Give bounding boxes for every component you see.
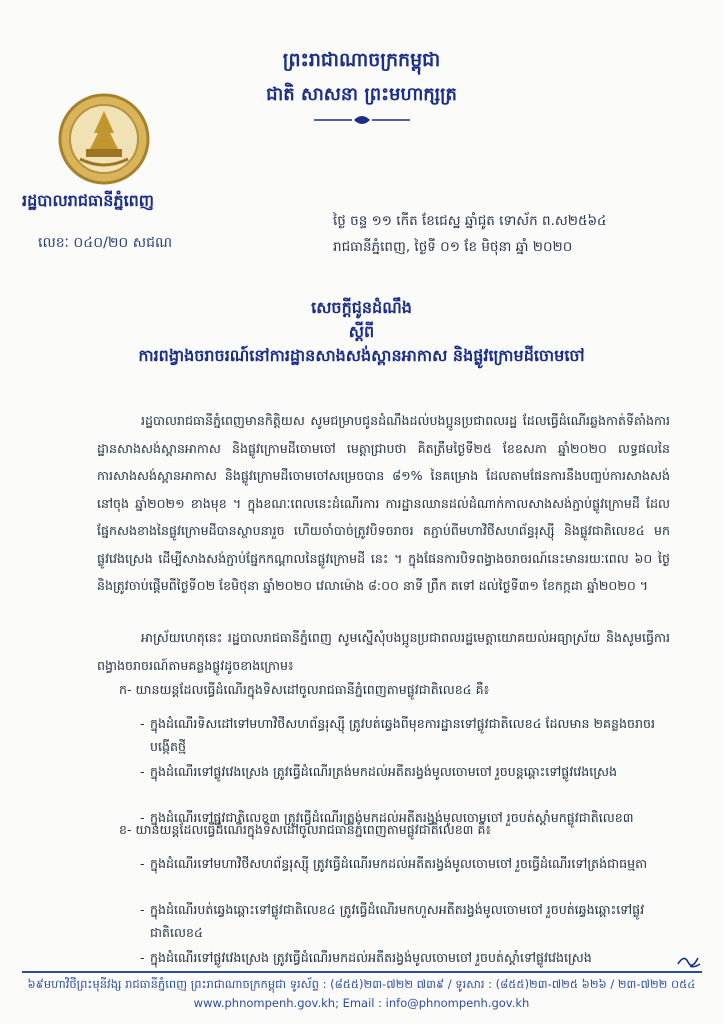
municipal-seal-icon: [58, 93, 150, 185]
lunar-date: ថ្ងៃ ចន្ទ ១១ កើត ខែជេស្ឋ ឆ្នាំជូត ទោស័ក ព.ស២៥៦៤: [333, 213, 607, 229]
initial-signature-icon: [676, 952, 702, 970]
national-motto: ជាតិ សាសនា ព្រះមហាក្សត្រ: [266, 84, 457, 105]
list-item: - ក្នុងដំណើរទៅមហាវិថីសហព័ន្ធរុស្ស៊ី ត្រូវធ្វើដំណើរមកដល់អតីតរង្វង់មូលចោមចៅ រួចធ្វើដំណើរទៅត្រង់ជាធម្មតា: [150, 852, 668, 875]
notice-subject: ការពង្វាងចរាចរណ៍នៅការដ្ឋានសាងសង់ស្ពានអាកាស និងផ្លូវក្រោមដីចោមចៅ: [138, 346, 585, 365]
list-item: - ក្នុងដំណើរទៅផ្លូវវេងស្រេង ត្រូវធ្វើដំណើរមកដល់អតីតរង្វង់មូលចោមចៅ រួចបត់ស្តាំទៅផ្លូវវេងស្រេង: [150, 946, 668, 969]
list-item: - ក្នុងដំណើរបត់ឆ្វេងឆ្ពោះទៅផ្លូវជាតិលេខ៤ ត្រូវធ្វើដំណើរមកហួសអតីតរង្វង់មូលចោមចៅ រួចបត់ឆ្វេងឆ្ពោះទៅផ្លូវជាតិលេខ៤: [150, 898, 668, 944]
section-a-heading: ក- យានយន្តដែលធ្វើដំណើរក្នុងទិសដៅចូលរាជធានីភ្នំពេញតាមផ្លូវជាតិលេខ៤ គឺ៖: [119, 682, 490, 697]
list-item: - ក្នុងដំណើរទិសដៅទៅមហាវិថីសហព័ន្ធរុស្ស៊ី ត្រូវបត់ឆ្វេងពីមុខការដ្ឋានទៅផ្លូវជាតិលេខ៤ ដែលមាន ២គន្លងចរាចរបង្កើតថ្មី: [150, 712, 668, 758]
notice-title: សេចក្តីជូនដំណឹង: [311, 298, 412, 317]
body-paragraph-1: រដ្ឋបាលរាជធានីភ្នំពេញមានកិត្តិយស សូមជម្រាបជូនដំណឹងដល់បងប្អូនប្រជាពលរដ្ឋ ដែលធ្វើដំណើរឆ្លងកាត់ទីតាំងការដ្ឋានសាងសង់ស្ពានអាកាស និងផ្លូវក្រោមដីចោមចៅ មេត្តាជ្រាបថា គិតត្រឹមថ្ងៃទី២៥ ខែឧសភា ឆ្នាំ២០២០ លទ្ធផលនៃការសាងសង់ស្ពានអាកាស និងផ្លូវក្រោមដីចោមចៅសម្រេចបាន ៨១% នៃគម្រោង ដែលតាមផែនការនឹងបញ្ចប់ការសាងសង់នៅចុង ឆ្នាំ២០២១ ខាងមុខ ។ ក្នុងខណៈពេលនេះដំណើរការ ការដ្ឋានឈានដល់ដំណាក់កាលសាងសង់ភ្ជាប់ផ្លូវក្រោមដី ដែលផ្នែកសងខាងនៃផ្លូវក្រោមដីបានស្ថាបនារួច ហើយចាំបាច់ត្រូវបិទចរាចរ តភ្ជាប់ពីមហាវិថីសហព័ន្ធរុស្ស៊ី និងផ្លូវជាតិលេខ៤ មកផ្លូវវេងស្រេង ដើម្បីសាងសង់ភ្ជាប់ផ្នែកកណ្តាលនៃផ្លូវក្រោមដី នេះ ។ ក្នុងផែនការបិទពង្វាងចរាចរណ៍នេះមានរយៈពេល ៦០ ថ្ងៃ និងត្រូវចាប់ផ្តើមពីថ្ងៃទី០២ ខែមិថុនា ឆ្នាំ២០២០ វេលាម៉ោង ៨:០០ នាទី ព្រឹក តទៅ ដល់ថ្ងៃទី៣១ ខែកក្កដា ឆ្នាំ២០២០ ។: [97, 413, 670, 593]
body-paragraph-2: អាស្រ័យហេតុនេះ រដ្ឋបាលរាជធានីភ្នំពេញ សូមស្នើសុំបងប្អូនប្រជាពលរដ្ឋមេត្តាយោគយល់អធ្យាស្រ័យ និងសូមធ្វើការពង្វាងចរាចរណ៍តាមគន្លងផ្លូវដូចខាងក្រោម៖: [97, 630, 670, 673]
solar-date: រាជធានីភ្នំពេញ, ថ្ងៃទី ០១ ខែ មិថុនា ឆ្នាំ ២០២០: [333, 239, 573, 255]
footer-address: ៦៩មហាវិថីព្រះមុនីវង្ស រាជធានីភ្នំពេញ ព្រះរាជាណាចក្រកម្ពុជា ទូរស័ព្ទ : (៨៥៥)២៣-៧២២ ៧៣៩ / ទូរសារ : (៨៥៥)២៣-៧២៥ ៦២៦ / ២៣-៧២២ ០៥៤: [27, 977, 696, 991]
reference-number: លេខៈ ០៤០/២០ សជណ: [38, 235, 173, 251]
list-item: - ក្នុងដំណើរទៅផ្លូវវេងស្រេង ត្រូវធ្វើដំណើរត្រង់មកដល់អតីតរង្វង់មូលចោមចៅ រួចបន្តឆ្ពោះទៅផ្លូវវេងស្រេង: [150, 760, 668, 783]
section-b-heading: ខ- យានយន្តដែលធ្វើដំណើរក្នុងទិសដៅចូលរាជធានីភ្នំពេញតាមផ្លូវជាតិលេខ៣ គឺ៖: [119, 822, 491, 837]
issuing-department: រដ្ឋបាលរាជធានីភ្នំពេញ: [22, 191, 155, 210]
kingdom-name: ព្រះរាជាណាចក្រកម្ពុជា: [282, 49, 441, 71]
footer-divider: [22, 971, 702, 973]
list-item: - ក្នុងដំណើរទៅផ្លូវជាតិលេខ៣ ត្រូវធ្វើដំណើរត្រង់មកដល់អតីតរង្វង់មូលចោមចៅ រួចបត់ស្តាំមកផ្លូវជាតិលេខ៣: [150, 806, 668, 829]
footer-website[interactable]: www.phnompenh.gov.kh; Email : info@phnompenh.gov.kh: [193, 996, 530, 1010]
notice-subject-label: ស្តីពី: [348, 322, 375, 341]
ornament-divider-icon: [312, 113, 412, 127]
